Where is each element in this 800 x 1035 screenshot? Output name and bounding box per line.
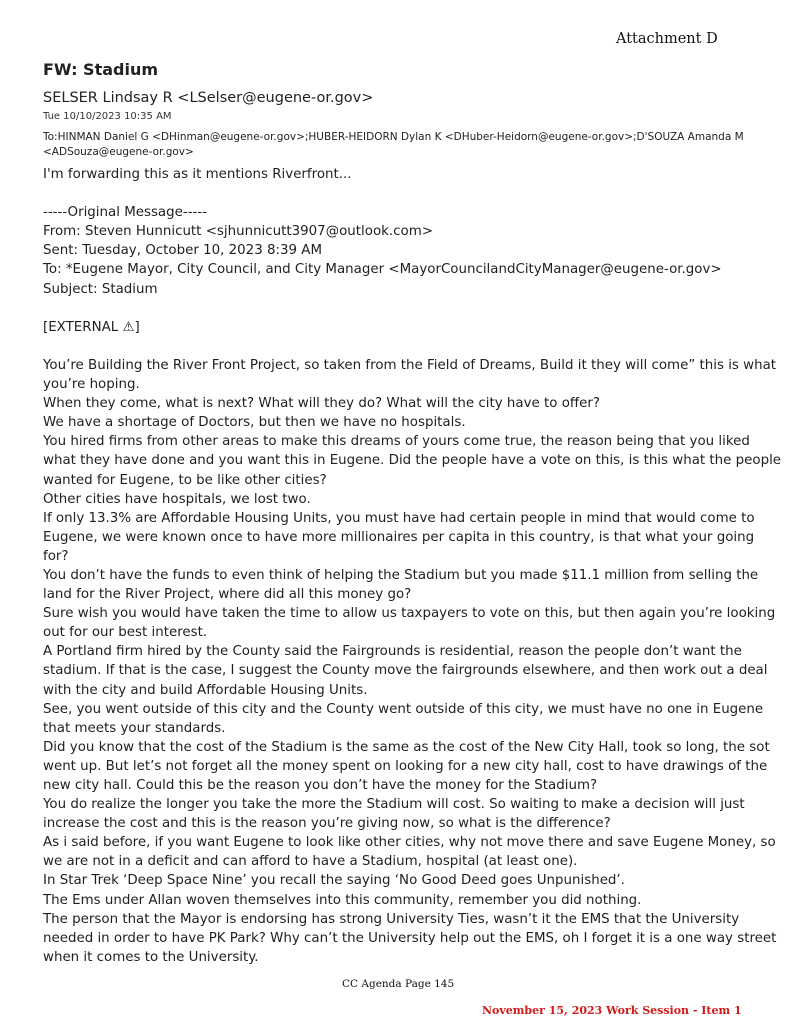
body-paragraph: A Portland firm hired by the County said the Fairgrounds is residential, reason the people don’t want the stadium. If that is the case, I suggest the County move the fairgrounds elsewhere, and then work out a deal with the city and build Affordable Housing Units. — [43, 644, 768, 698]
body-paragraph: You’re Building the River Front Project, so taken from the Field of Dreams, Build it they will come” this is what you’re hoping. — [43, 357, 777, 393]
attachment-label: Attachment D — [616, 31, 718, 47]
email-body — [43, 165, 783, 967]
body-paragraph: As i said before, if you want Eugene to look like other cities, why not move there and save Eugene Money, so we are not in a deficit and can afford to have a Stadium, hospital (at least one). — [43, 835, 776, 870]
email-recipients: To:HINMAN Daniel G <DHinman@eugene-or.gov>;HUBER-HEIDORN Dylan K <DHuber-Heidorn@eugene-or.gov>;D'SOUZA Amanda M <ADSouza@eugene-or.gov> — [43, 131, 744, 158]
email-subject: FW: Stadium — [43, 60, 159, 79]
body-paragraph: See, you went outside of this city and the County went outside of this city, we must have no one in Eugene that meets your standards. — [43, 701, 764, 736]
body-paragraph: In Star Trek ‘Deep Space Nine’ you recall the saying ‘No Good Deed goes Unpunished’. — [43, 873, 625, 889]
body-paragraph: We have a shortage of Doctors, but then we have no hospitals. — [43, 415, 466, 431]
body-paragraph: When they come, what is next? What will they do? What will the city have to offer? — [43, 396, 601, 412]
email-message — [43, 60, 783, 967]
original-sent: Sent: Tuesday, October 10, 2023 8:39 AM — [43, 243, 323, 259]
email-date: Tue 10/10/2023 10:35 AM — [43, 111, 172, 122]
external-warning: [EXTERNAL ⚠] — [43, 319, 140, 335]
body-paragraph: The Ems under Allan woven themselves into this community, remember you did nothing. — [43, 892, 642, 908]
original-to: To: *Eugene Mayor, City Council, and City Manager <MayorCouncilandCityManager@eugene-or.gov> — [43, 262, 722, 278]
work-session-footer: November 15, 2023 Work Session - Item 1 — [482, 1004, 742, 1017]
body-paragraph: You don’t have the funds to even think of helping the Stadium but you made $11.1 million from selling the land for the River Project, where did all this money go? — [43, 567, 759, 603]
original-from: From: Steven Hunnicutt <sjhunnicutt3907@outlook.com> — [43, 224, 433, 240]
body-paragraph: Sure wish you would have taken the time to allow us taxpayers to vote on this, but then again you’re looking out for our best interest. — [43, 606, 776, 641]
original-subject: Subject: Stadium — [43, 281, 158, 297]
email-sender: SELSER Lindsay R <LSelser@eugene-or.gov> — [43, 90, 374, 106]
body-paragraph: You hired firms from other areas to make this dreams of yours come true, the reason being that you liked what they have done and you want this in Eugene. Did the people have a vote on this, is this what the people wanted for Eugene, to be like other cities? — [43, 434, 782, 488]
agenda-page-label: CC Agenda Page 145 — [342, 978, 455, 990]
body-paragraph: Other cities have hospitals, we lost two. — [43, 491, 311, 507]
body-paragraph: You do realize the longer you take the more the Stadium will cost. So waiting to make a decision will just increase the cost and this is the reason you’re giving now, so what is the difference? — [43, 797, 745, 832]
body-paragraph: If only 13.3% are Affordable Housing Units, you must have had certain people in mind that would come to Eugene, we were known once to have more millionaires per capita in this country, is that what your going for? — [43, 510, 755, 564]
original-message-header: -----Original Message----- — [43, 205, 208, 221]
forward-note: I'm forwarding this as it mentions Riverfront... — [43, 167, 352, 182]
body-paragraph: Did you know that the cost of the Stadium is the same as the cost of the New City Hall, took so long, the sot went up. But let’s not forget all the money spent on looking for a new city hall, cost to have drawings of the new city hall. Could this be the reason you don’t have the money for the Stadium? — [43, 739, 770, 793]
body-paragraph: The person that the Mayor is endorsing has strong University Ties, wasn’t it the EMS that the University needed in order to have PK Park? Why can’t the University help out the EMS, oh I forget it is a one way street when it comes to the University. — [43, 911, 777, 965]
